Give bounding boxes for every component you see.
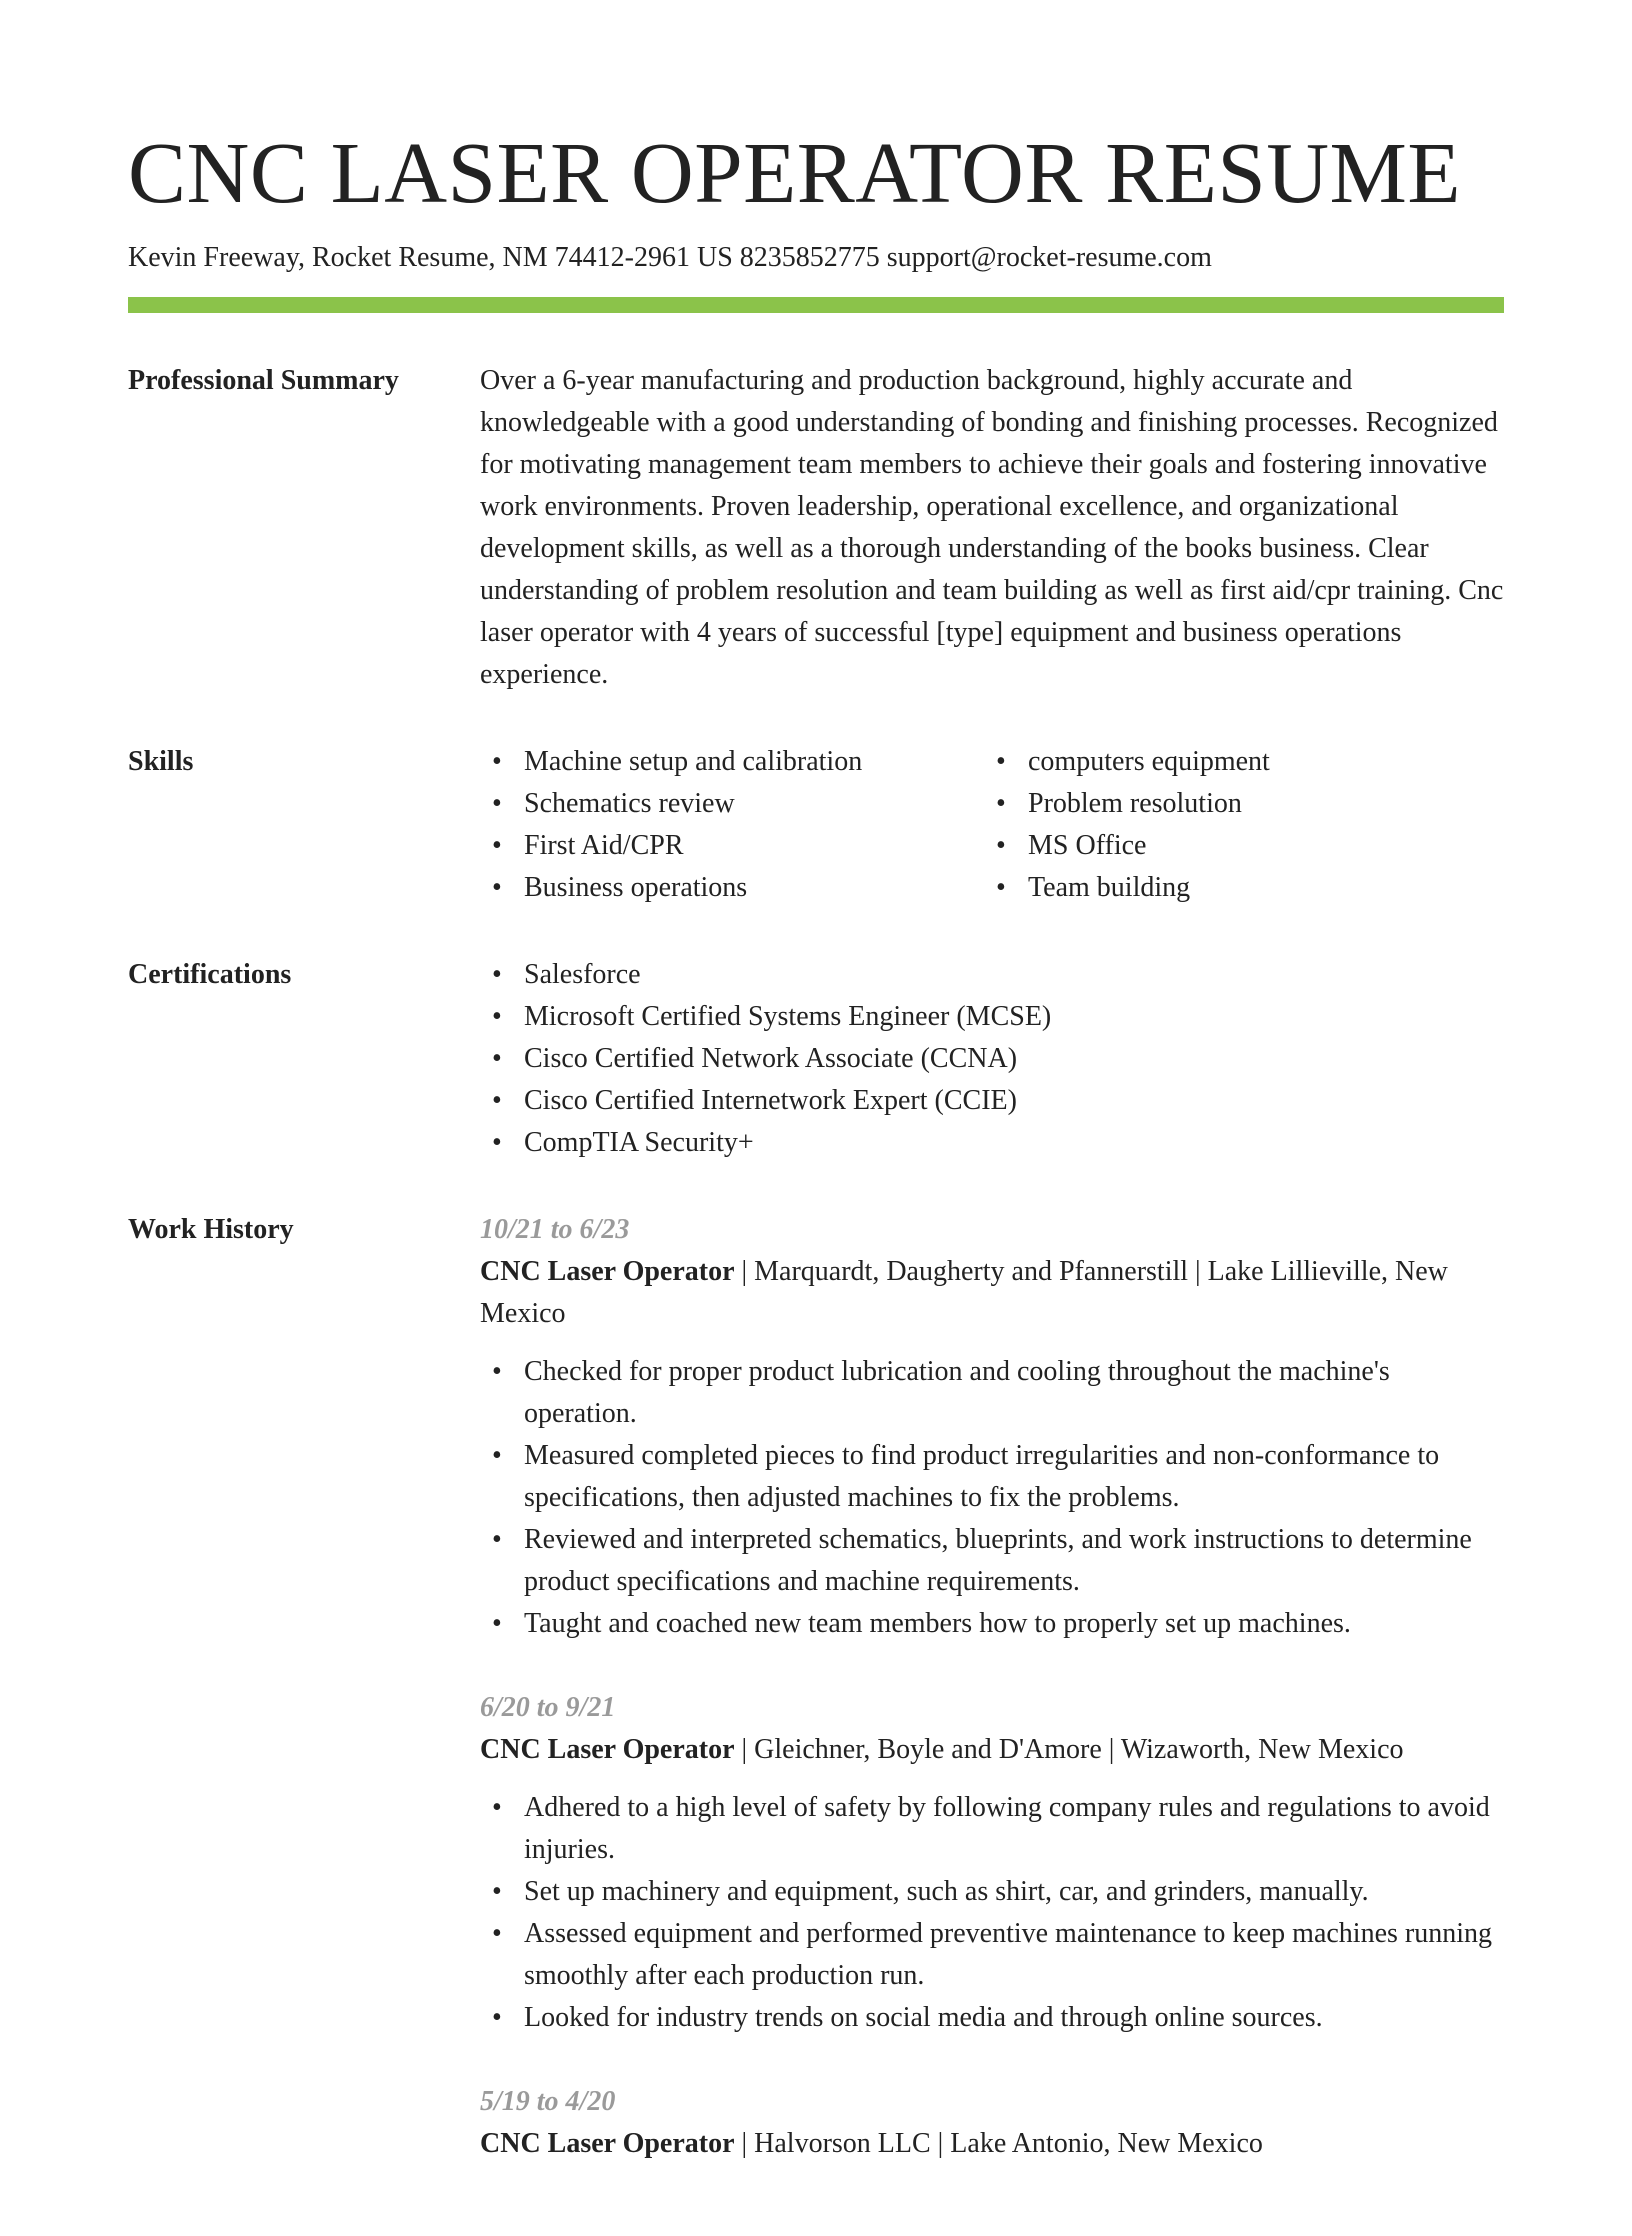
work-history-section xyxy=(128,1209,1504,2207)
job-heading xyxy=(480,1729,1504,1771)
job-title: CNC Laser Operator xyxy=(480,1734,735,1765)
job-duty-item: • Taught and coached new team members how to properly set up machines. xyxy=(480,1603,1504,1645)
certification-item: • Salesforce xyxy=(480,954,1504,996)
job-duty-item: • Looked for industry trends on social media and through online sources. xyxy=(480,1997,1504,2039)
job-details: | Marquardt, Daugherty and Pfannerstill | Lake Lillieville, New Mexico xyxy=(480,1256,1448,1329)
resume-title: CNC LASER OPERATOR RESUME xyxy=(128,124,1462,221)
job-duty-item: • Checked for proper product lubrication and cooling throughout the machine's operation. xyxy=(480,1351,1504,1435)
skill-item: • Team building xyxy=(984,867,1488,909)
job-heading xyxy=(480,2123,1504,2165)
job-duties-list xyxy=(480,1787,1504,2039)
contact-line: Kevin Freeway, Rocket Resume, NM 74412-2961 US 8235852775 support@rocket-resume.com xyxy=(128,242,1212,273)
skill-item: • MS Office xyxy=(984,825,1488,867)
skills-section xyxy=(128,741,1504,909)
certifications-list xyxy=(480,954,1504,1164)
job-title: CNC Laser Operator xyxy=(480,2128,735,2159)
certification-item: • CompTIA Security+ xyxy=(480,1122,1504,1164)
job-dates: 6/20 to 9/21 xyxy=(480,1692,616,1723)
certifications-label: Certifications xyxy=(128,959,292,990)
skill-item: • Schematics review xyxy=(480,783,984,825)
skill-item: • Business operations xyxy=(480,867,984,909)
summary-label: Professional Summary xyxy=(128,365,399,396)
certifications-body xyxy=(480,954,1504,1164)
skills-grid xyxy=(480,741,1504,909)
summary-text: Over a 6-year manufacturing and production background, highly accurate and knowledgeable with a good understanding of bonding and finishing processes. Recognized for motivating management team members to achieve their goals and fostering innovative work environments. Proven leadership, operational excellence, and organizational development skills, as well as a thorough understanding of the books business. Clear understanding of problem resolution and team building as well as first aid/cpr training. Cnc laser operator with 4 years of successful [type] equipment and business operations experience. xyxy=(480,365,1504,690)
certification-item: • Microsoft Certified Systems Engineer (MCSE) xyxy=(480,996,1504,1038)
certification-item: • Cisco Certified Network Associate (CCNA) xyxy=(480,1038,1504,1080)
skills-list-right xyxy=(984,741,1488,909)
job-duty-item: • Measured completed pieces to find product irregularities and non-conformance to specifications, then adjusted machines to fix the problems. xyxy=(480,1435,1504,1519)
work-history-label: Work History xyxy=(128,1214,294,1245)
job-duty-item: • Assessed equipment and performed preventive maintenance to keep machines running smoothly after each production run. xyxy=(480,1913,1504,1997)
certification-item: • Cisco Certified Internetwork Expert (CCIE) xyxy=(480,1080,1504,1122)
job-details: | Halvorson LLC | Lake Antonio, New Mexico xyxy=(734,2128,1263,2159)
skills-list-left xyxy=(480,741,984,909)
job-dates: 5/19 to 4/20 xyxy=(480,2086,616,2117)
skill-item: • First Aid/CPR xyxy=(480,825,984,867)
job-heading xyxy=(480,1251,1504,1335)
summary-section xyxy=(128,360,1504,696)
accent-divider xyxy=(128,297,1504,313)
job-entry xyxy=(480,1687,1504,2039)
job-dates: 10/21 to 6/23 xyxy=(480,1214,630,1245)
job-entry xyxy=(480,2081,1504,2165)
job-duty-item: • Reviewed and interpreted schematics, blueprints, and work instructions to determine product specifications and machine requirements. xyxy=(480,1519,1504,1603)
job-entry xyxy=(480,1209,1504,1645)
resume-page xyxy=(0,124,1632,2236)
skill-item: • Machine setup and calibration xyxy=(480,741,984,783)
skill-item: • Problem resolution xyxy=(984,783,1488,825)
job-duty-item: • Set up machinery and equipment, such as shirt, car, and grinders, manually. xyxy=(480,1871,1504,1913)
job-duty-item: • Adhered to a high level of safety by following company rules and regulations to avoid injuries. xyxy=(480,1787,1504,1871)
job-details: | Gleichner, Boyle and D'Amore | Wizaworth, New Mexico xyxy=(734,1734,1404,1765)
skill-item: • computers equipment xyxy=(984,741,1488,783)
certifications-section xyxy=(128,954,1504,1164)
job-duties-list xyxy=(480,1351,1504,1645)
job-title: CNC Laser Operator xyxy=(480,1256,735,1287)
work-history-body xyxy=(480,1209,1504,2207)
skills-label: Skills xyxy=(128,746,194,777)
